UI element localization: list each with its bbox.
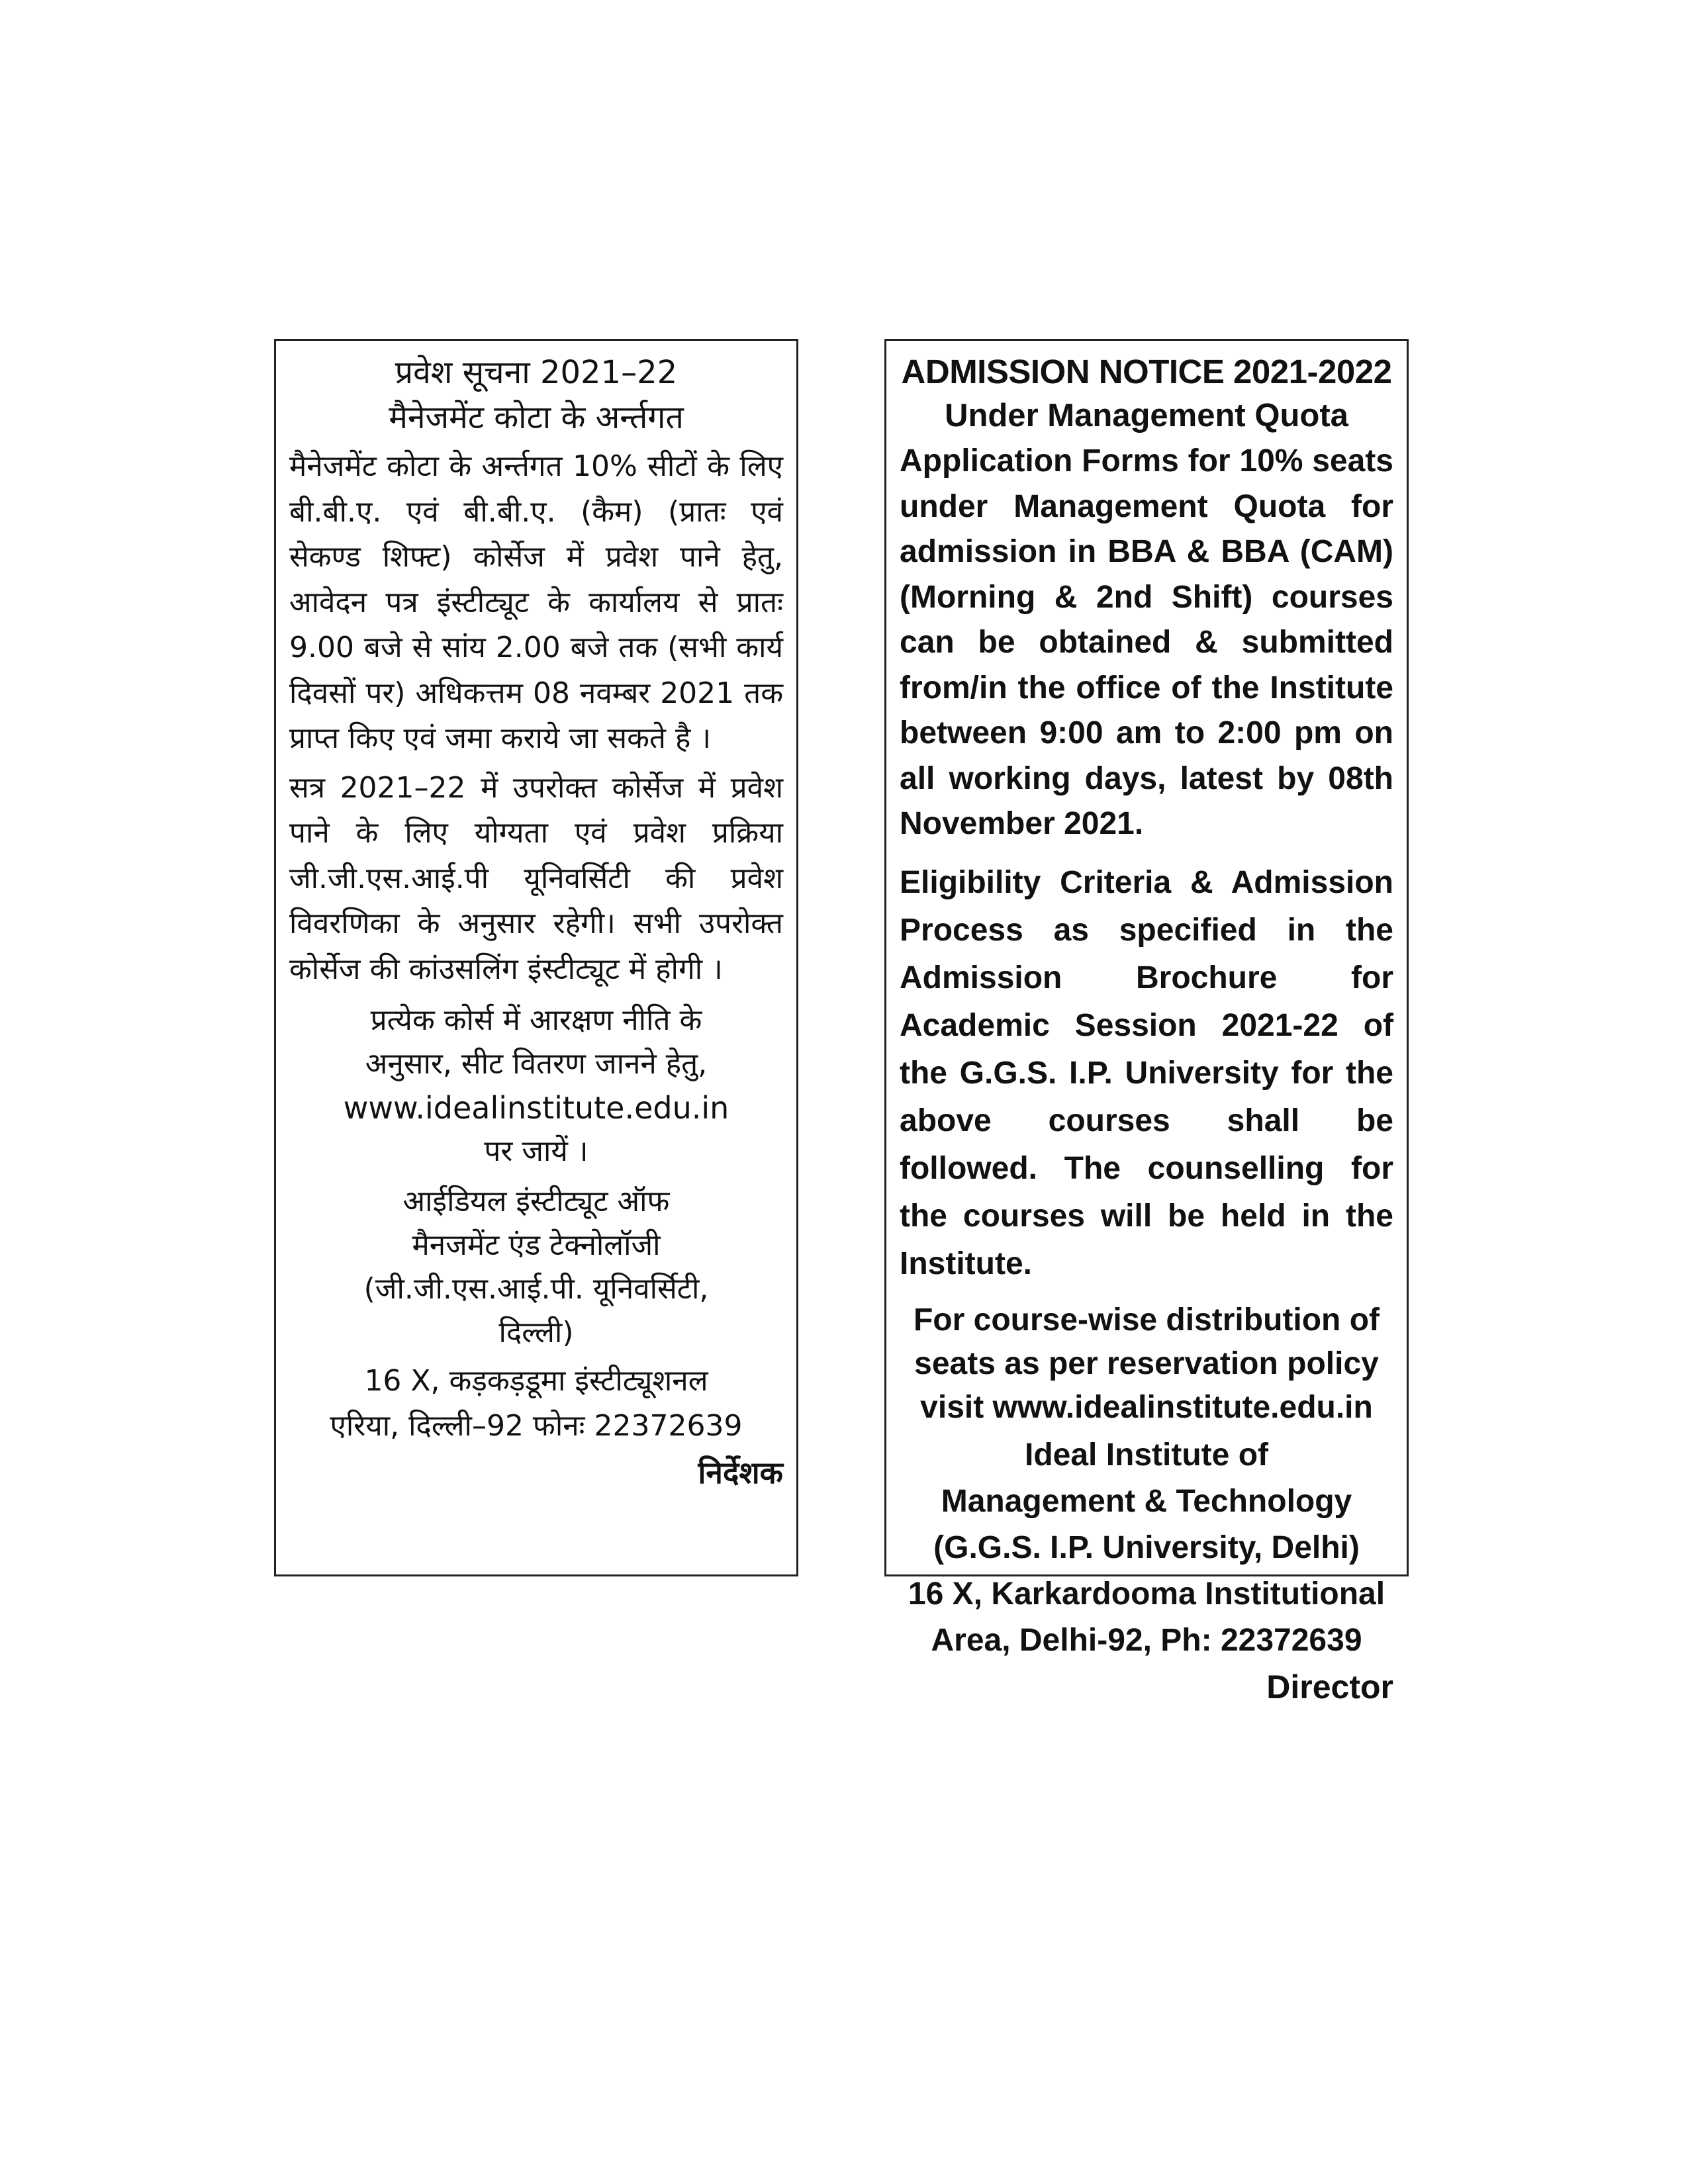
hindi-notice-box — [274, 339, 798, 1576]
hindi-institute-line1: आईडियल इंस्टीट्यूट ऑफ — [402, 1185, 670, 1218]
english-reservation-line3: visit www.idealinstitute.edu.in — [920, 1389, 1373, 1425]
english-signatory: Director — [1266, 1668, 1393, 1706]
hindi-institute-line4: दिल्ली) — [498, 1316, 574, 1349]
hindi-title — [289, 350, 783, 440]
hindi-reservation-line1: प्रत्येक कोर्स में आरक्षण नीति के — [370, 1003, 702, 1037]
hindi-reservation-line2: अनुसार, सीट वितरण जानने हेतु, — [365, 1047, 708, 1081]
hindi-reservation-line3: पर जायें । — [484, 1134, 588, 1168]
english-address-line1: 16 X, Karkardooma Institutional — [908, 1576, 1385, 1612]
hindi-title-line2: मैनेजमेंट कोटा के अर्न्तगत — [389, 399, 684, 436]
english-address-line2: Area, Delhi-92, Ph: 22372639 — [931, 1622, 1362, 1658]
hindi-address-line2: एरिया, दिल्ली–92 फोनः 22372639 — [330, 1409, 743, 1443]
english-institute-line3: (G.G.S. I.P. University, Delhi) — [933, 1529, 1360, 1565]
english-reservation-line1: For course-wise distribution of — [913, 1302, 1380, 1338]
hindi-eligibility-paragraph: सत्र 2021–22 में उपरोक्त कोर्सेज में प्रवेश पाने के लिए योग्यता एवं प्रवेश प्रक्रिया जी.जी.एस.आई.पी यूनिवर्सिटी की प्रवेश विवरणिका के अनुसार रहेगी। सभी उपरोक्त कोर्सेज की कांउसलिंग इंस्टीट्यूट में होगी । — [289, 770, 783, 986]
hindi-institute-line2: मैनजमेंट एंड टेक्नोलॉजी — [412, 1228, 661, 1262]
english-eligibility-paragraph: Eligibility Criteria & Admission Process as specified in the Admission Brochure for Academic Session 2021-22 of the G.G.S. I.P. University for the above courses shall be followed. The counselling for the courses will be held in the Institute. — [900, 864, 1393, 1281]
english-institute-name — [900, 1432, 1393, 1664]
hindi-signatory: निर्देशक — [698, 1455, 783, 1490]
hindi-address-line1: 16 X, कड़कड़डूमा इंस्टीट्यूशनल — [364, 1364, 708, 1398]
english-subtitle: Under Management Quota — [945, 398, 1348, 433]
english-institute-line1: Ideal Institute of — [1024, 1437, 1268, 1473]
english-notice-box — [884, 339, 1409, 1706]
hindi-title-line1: प्रवेश सूचना 2021–22 — [395, 354, 678, 391]
english-institute-line2: Management & Technology — [941, 1483, 1352, 1519]
english-title: ADMISSION NOTICE 2021-2022 — [901, 353, 1392, 390]
english-reservation-line2: seats as per reservation policy — [914, 1345, 1379, 1381]
hindi-institute-line3: (जी.जी.एस.आई.पी. यूनिवर्सिटी, — [363, 1272, 709, 1306]
english-reservation-block — [900, 1298, 1393, 1430]
hindi-address — [289, 1359, 783, 1449]
english-application-paragraph: Application Forms for 10% seats under Management Quota for admission in BBA & BBA (CAM) (Morning & 2nd Shift) courses can be obtained & submitted from/in the office of the Institute between 9:00 am to 2:00 pm on all working days, latest by 08th November 2021. — [900, 443, 1393, 841]
hindi-institute-name — [289, 1180, 783, 1355]
hindi-website-link: www.idealinstitute.edu.in — [343, 1090, 729, 1126]
hindi-reservation-block — [289, 999, 783, 1173]
hindi-application-paragraph: मैनेजमेंट कोटा के अर्न्तगत 10% सीटों के लिए बी.बी.ए. एवं बी.बी.ए. (कैम) (प्रातः एवं सेकण्ड शिफ्ट) कोर्सेज में प्रवेश पाने हेतु, आवेदन पत्र इंस्टीट्यूट के कार्यालय से प्रातः 9.00 बजे से सांय 2.00 बजे तक (सभी कार्य दिवसों पर) अधिकत्तम 08 नवम्बर 2021 तक प्राप्त किए एवं जमा कराये जा सकते है । — [289, 449, 783, 755]
